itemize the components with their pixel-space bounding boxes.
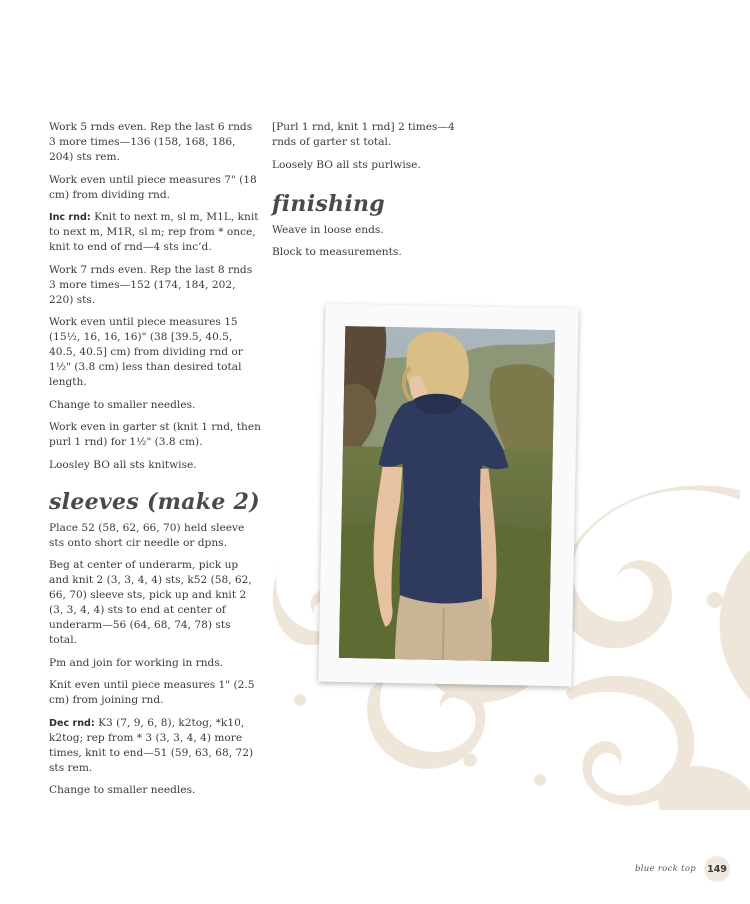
instruction-paragraph: Work even until piece measures 7" (18 cm) from dividing rnd. <box>49 173 257 201</box>
page-number: 149 <box>704 856 730 882</box>
instruction-paragraph: Loosely BO all sts purlwise. <box>272 158 421 171</box>
instruction-paragraph: Beg at center of underarm, pick up and knit 2 (3, 3, 4, 4) sts, k52 (58, 62, 66, 70) sleeve sts, pick up and knit 2 (3, 3, 4, 4) sts to end at center of underarm—56 (64, 68, 74, 78) sts total. <box>49 559 252 646</box>
dec-rnd-text: K3 (7, 9, 6, 8), k2tog, *k10, k2tog; rep from * 3 (3, 3, 4, 4) more times, knit to end—51 (59, 63, 68, 72) sts rem. <box>49 716 254 774</box>
sleeves-heading: sleeves (make 2) <box>49 488 260 515</box>
left-column <box>49 120 261 806</box>
model-photo <box>339 326 555 662</box>
instruction-paragraph <box>49 716 261 776</box>
instruction-paragraph: Block to measurements. <box>272 246 402 258</box>
instruction-paragraph: Knit even until piece measures 1" (2.5 cm) from joining rnd. <box>49 679 255 706</box>
instruction-paragraph: [Purl 1 rnd, knit 1 rnd] 2 times—4 rnds of garter st total. <box>272 121 455 148</box>
instruction-paragraph: Place 52 (58, 62, 66, 70) held sleeve sts onto short cir needle or dpns. <box>49 521 245 549</box>
instruction-paragraph: Work 5 rnds even. Rep the last 6 rnds 3 more times—136 (158, 168, 186, 204) sts rem. <box>49 121 253 163</box>
page-footer <box>635 856 730 882</box>
inc-rnd-label: Inc rnd: <box>49 212 91 223</box>
instruction-paragraph: Change to smaller needles. <box>49 398 196 411</box>
dec-rnd-label: Dec rnd: <box>49 717 95 729</box>
right-column <box>272 120 482 268</box>
finishing-heading: finishing <box>272 190 385 217</box>
instruction-paragraph: Work even in garter st (knit 1 rnd, then purl 1 rnd) for 1½" (3.8 cm). <box>49 421 261 448</box>
instruction-paragraph: Work 7 rnds even. Rep the last 8 rnds 3 more times—152 (174, 184, 202, 220) sts. <box>49 263 253 306</box>
instruction-paragraph: Loosley BO all sts knitwise. <box>49 458 197 471</box>
instruction-paragraph: Weave in loose ends. <box>272 223 384 236</box>
footer-title: blue rock top <box>634 864 696 874</box>
photo-frame <box>318 304 578 687</box>
instruction-paragraph: Pm and join for working in rnds. <box>49 656 224 669</box>
instruction-paragraph: Work even until piece measures 15 (15½, 16, 16, 16)" (38 [39.5, 40.5, 40.5, 40.5] cm) from dividing rnd or 1½" (3.8 cm) less than desired total length. <box>49 316 243 388</box>
instruction-paragraph: Change to smaller needles. <box>49 784 196 796</box>
instruction-paragraph <box>49 210 261 255</box>
inc-rnd-text: Knit to next m, sl m, M1L, knit to next m, M1R, sl m; rep from * once, knit to end of rnd—4 sts inc’d. <box>49 211 259 253</box>
